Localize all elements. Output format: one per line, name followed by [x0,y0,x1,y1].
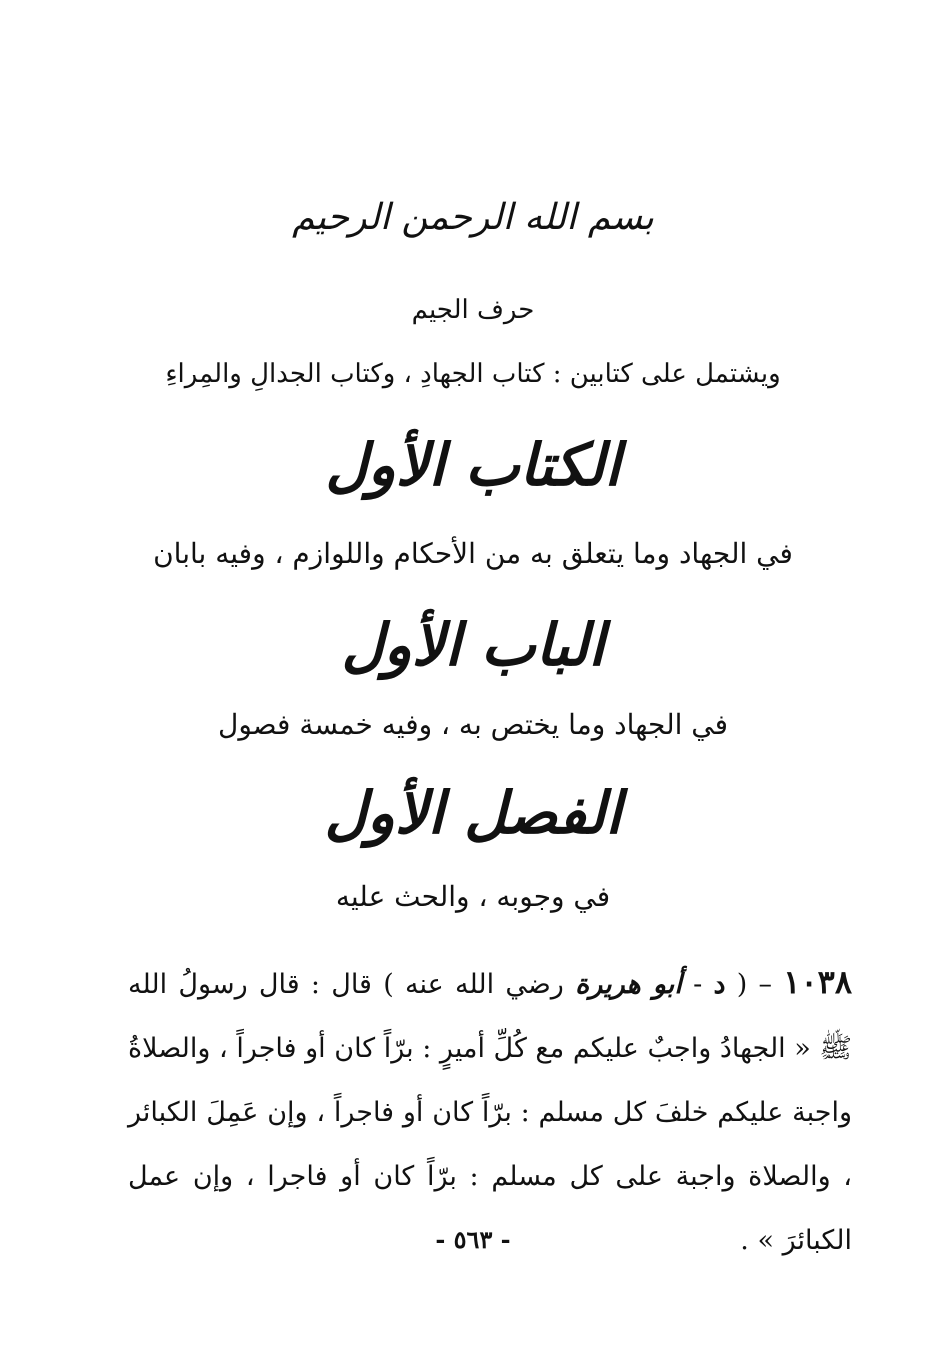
part-subtitle: ويشتمل على كتابين : كتاب الجهادِ ، وكتاب الجدالِ والمِراءِ [165,359,781,389]
book-title: الكتاب الأول [325,431,621,499]
hadith-intro: رضي الله عنه ) قال : قال رسولُ الله ﷺ [128,969,852,1064]
hadith-text: « الجهادُ واجبٌ عليكم مع كُلِّ أميرٍ : برّاً كان أو فاجراً ، والصلاةُ واجبة عليكم خلفَ كل مسلم : برّاً كان أو فاجراً ، وإن عَمِلَ الكبائر ، والصلاة واجبة على كل مسلم : برّاً كان أو فاجرا ، وإن عمل الكبائرَ » . [128,1033,852,1256]
hadith-narrator: أبو هريرة [575,969,682,1000]
book-description: في الجهاد وما يتعلق به من الأحكام واللوازم ، وفيه بابان [153,537,793,570]
chapter-title: الباب الأول [341,611,605,679]
chapter-description: في الجهاد وما يختص به ، وفيه خمسة فصول [217,708,729,741]
hadith-source-code: د [713,969,726,1000]
section-title: الفصل الأول [324,779,622,847]
page-number: - ٥٦٣ - [435,1225,511,1254]
letter-heading: حرف الجيم [411,295,535,325]
hadith-separator: - [681,969,714,1000]
hadith-dash: – ( [725,969,784,1000]
hadith-number: ١٠٣٨ [783,963,853,1001]
section-description: في وجوبه ، والحث عليه [335,880,611,913]
basmala: بسم الله الرحمن الرحيم [292,197,654,238]
